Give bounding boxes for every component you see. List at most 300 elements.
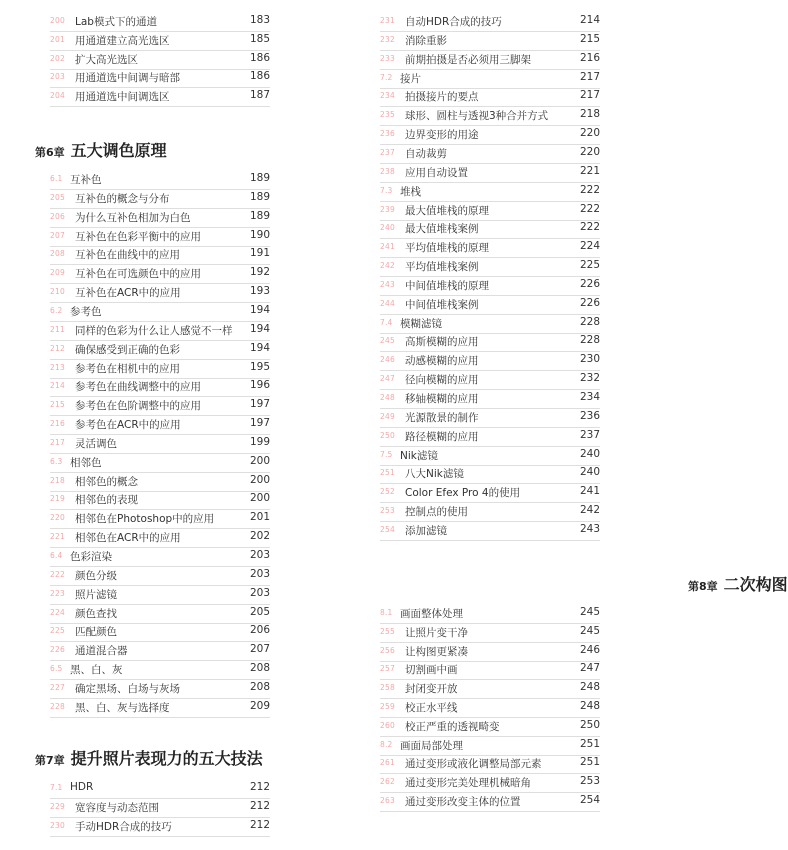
entry-divider [50,836,270,837]
entry-title: 拍摄接片的要点 [405,91,479,104]
entry-page-number: 205 [249,605,270,618]
entry-title: 通过变形完美处理机械暗角 [405,777,531,790]
entry-number: 263 [380,796,395,805]
toc-entry [50,209,270,228]
toc-entry [380,699,600,718]
entry-page-number: 186 [249,70,270,83]
section-heading-row [50,303,270,322]
entry-page-number: 251 [579,737,600,750]
entry-page-number: 212 [249,819,270,831]
entry-number: 238 [380,166,395,176]
toc-entry [380,277,600,296]
toc-entry [380,258,600,277]
entry-page-number: 247 [579,662,600,675]
entry-number: 217 [50,437,65,447]
entry-title: 通过变形改变主体的位置 [405,796,521,808]
entry-number: 254 [380,524,395,534]
entry-title: 黑、白、灰与选择度 [75,701,170,714]
entry-page-number: 197 [249,417,270,430]
toc-entry [380,522,600,541]
entry-number: 248 [380,393,395,402]
entry-page-number: 217 [579,70,600,83]
toc-entry [50,799,270,818]
toc-entry [380,718,600,737]
section-heading-row [50,661,270,680]
toc-entry [50,88,270,107]
entry-divider [50,717,270,718]
entry-title: 光源散景的制作 [405,411,479,424]
entry-title: 应用自动设置 [405,166,468,179]
entry-page-number: 230 [579,353,600,366]
toc-entry [50,416,270,435]
entry-number: 6.3 [50,456,63,466]
entry-number: 206 [50,211,65,221]
entry-number: 241 [380,242,395,252]
entry-title: 八大Nik滤镜 [405,468,464,481]
entry-page-number: 216 [579,51,600,64]
toc-entry [50,69,270,88]
entry-number: 261 [380,758,395,768]
entry-title: 最大值堆栈案例 [405,223,479,236]
entry-number: 262 [380,777,395,787]
entry-page-number: 221 [579,164,600,177]
entry-number: 6.4 [50,551,63,560]
entry-number: 242 [380,261,395,271]
entry-number: 222 [50,569,65,579]
entry-number: 215 [50,400,65,410]
toc-entry [50,246,270,265]
toc-entry [380,428,600,447]
entry-number: 203 [50,72,65,82]
entry-page-number: 202 [249,530,270,543]
section-heading-row [380,737,600,756]
entry-number: 6.2 [50,305,63,315]
entry-page-number: 224 [579,240,600,253]
entry-title: 让照片变干净 [405,626,468,639]
entry-page-number: 254 [579,794,600,806]
entry-page-number: 212 [249,781,270,793]
entry-number: 229 [50,802,65,811]
entry-title: 校正严重的透视畸变 [405,720,500,733]
entry-title: 互补色在曲线中的应用 [75,249,180,262]
section-heading-row [50,548,270,567]
entry-title: 确保感受到正确的色彩 [75,343,180,356]
toc-entry [380,643,600,662]
entry-page-number: 251 [579,756,600,769]
entry-title: 球形、圆柱与透视3种合并方式 [405,110,549,123]
entry-page-number: 197 [249,398,270,411]
entry-number: 219 [50,494,65,504]
entry-number: 218 [50,475,65,485]
toc-entry [50,322,270,341]
entry-page-number: 242 [579,504,600,517]
entry-page-number: 187 [249,89,270,102]
entry-page-number: 253 [579,775,600,788]
section-heading-row [380,315,600,334]
entry-title: 中间值堆栈的原理 [405,279,489,292]
entry-title: 颜色分级 [75,569,117,582]
toc-entry [50,265,270,284]
toc-entry [50,680,270,699]
entry-page-number: 222 [579,221,600,234]
entry-number: 251 [380,468,395,478]
entry-page-number: 248 [579,700,600,712]
entry-title: 堆栈 [400,185,421,198]
toc-entry [50,567,270,586]
entry-number: 256 [380,645,395,655]
entry-title: 移轴模糊的应用 [405,393,479,405]
entry-number: 212 [50,343,65,353]
section-heading-row [50,780,270,799]
entry-title: 消除重影 [405,34,447,47]
toc-entry [380,793,600,812]
entry-number: 220 [50,513,65,523]
entry-page-number: 212 [249,800,270,812]
entry-number: 257 [380,664,395,674]
entry-number: 6.1 [50,174,63,183]
toc-entry [50,360,270,379]
toc-entry [380,390,600,409]
entry-title: 前期拍摄是否必须用三脚架 [405,53,531,66]
entry-number: 227 [50,682,65,692]
entry-number: 245 [380,336,395,346]
toc-entry [50,642,270,661]
entry-number: 240 [380,223,395,233]
entry-number: 201 [50,34,65,44]
entry-number: 209 [50,268,65,278]
toc-entry [380,51,600,70]
entry-page-number: 248 [579,681,600,694]
entry-title: 添加滤镜 [405,524,447,537]
section-heading-row [50,454,270,473]
entry-title: 扩大高光选区 [75,53,138,66]
toc-entry [380,88,600,107]
entry-page-number: 220 [579,145,600,158]
chapter-7-heading [35,746,263,769]
entry-page-number: 214 [579,14,600,26]
toc-entry [50,284,270,303]
entry-title: 为什么互补色相加为白色 [75,211,191,224]
entry-title: 边界变形的用途 [405,129,479,142]
entry-page-number: 222 [579,202,600,215]
chapter-label: 第6章 [35,146,65,159]
entry-title: 平均值堆栈案例 [405,261,479,274]
entry-divider [50,106,270,107]
entry-title: Lab模式下的通道 [75,16,157,28]
entry-title: 最大值堆栈的原理 [405,204,489,217]
entry-number: 204 [50,91,65,101]
entry-page-number: 217 [579,89,600,102]
entry-title: 相邻色在ACR中的应用 [75,532,181,545]
toc-entry [380,774,600,793]
toc-entry [50,228,270,247]
entry-title: 参考色在相机中的应用 [75,362,180,375]
chapter-title: 提升照片表现力的五大技法 [70,749,263,768]
entry-number: 259 [380,702,395,711]
entry-title: 路径模糊的应用 [405,430,479,443]
entry-number: 202 [50,53,65,63]
entry-page-number: 189 [249,172,270,184]
entry-number: 210 [50,287,65,297]
entry-page-number: 232 [579,372,600,385]
entry-page-number: 245 [579,624,600,637]
toc-entry [50,378,270,397]
toc-entry [380,661,600,680]
entry-number: 244 [380,298,395,308]
entry-number: 8.2 [380,739,393,749]
entry-page-number: 209 [249,699,270,712]
entry-title: 用通道建立高光选区 [75,34,170,47]
entry-page-number: 236 [579,409,600,422]
toc-entry [380,239,600,258]
entry-number: 232 [380,34,395,44]
toc-entry [50,510,270,529]
entry-title: 动感模糊的应用 [405,355,479,368]
entry-page-number: 203 [249,549,270,561]
entry-title: 颜色查找 [75,607,117,620]
toc-entry [50,586,270,605]
entry-title: HDR [70,781,94,793]
entry-page-number: 241 [579,485,600,498]
entry-number: 200 [50,16,65,25]
toc-entry [50,341,270,360]
entry-title: 高斯模糊的应用 [405,336,479,349]
toc-entry [380,680,600,699]
toc-entry [380,624,600,643]
entry-number: 253 [380,506,395,516]
toc-entry [380,145,600,164]
chapter-label: 第8章 [688,580,718,593]
entry-page-number: 189 [249,209,270,222]
entry-title: 互补色的概念与分布 [75,192,170,205]
entry-number: 233 [380,53,395,63]
entry-page-number: 208 [249,662,270,675]
entry-title: 参考色在ACR中的应用 [75,419,181,432]
entry-page-number: 228 [579,315,600,328]
entry-page-number: 189 [249,190,270,203]
entry-page-number: 215 [579,32,600,45]
entry-number: 7.5 [380,449,393,459]
toc-entry [380,484,600,503]
entry-page-number: 206 [249,624,270,637]
chapter-title: 二次构图 [723,575,788,594]
entry-title: 控制点的使用 [405,506,468,519]
entry-title: 用通道选中间调与暗部 [75,72,180,85]
entry-number: 235 [380,110,395,120]
toc-entry [380,503,600,522]
entry-title: 画面整体处理 [400,608,463,620]
chapter-6-heading [35,138,167,161]
entry-title: 让构图更紧凑 [405,645,468,658]
entry-number: 249 [380,411,395,421]
toc-entry [380,465,600,484]
toc-entry [380,296,600,315]
entry-number: 7.4 [380,317,393,327]
entry-number: 224 [50,607,65,617]
entry-title: 确定黑场、白场与灰场 [75,682,180,695]
toc-entry [50,190,270,209]
entry-number: 226 [50,645,65,655]
entry-number: 260 [380,720,395,730]
entry-page-number: 199 [249,435,270,448]
toc-entry [380,32,600,51]
entry-number: 221 [50,532,65,542]
entry-title: 封闭变开放 [405,683,458,696]
chapter-label: 第7章 [35,754,65,767]
entry-number: 223 [50,588,65,598]
entry-page-number: 246 [579,643,600,656]
entry-number: 216 [50,419,65,429]
entry-number: 228 [50,701,65,711]
entry-number: 243 [380,279,395,289]
entry-number: 250 [380,430,395,440]
entry-number: 6.5 [50,664,63,674]
entry-number: 207 [50,230,65,240]
entry-number: 213 [50,362,65,372]
toc-entry [50,32,270,51]
entry-title: 同样的色彩为什么让人感觉不一样 [75,324,233,337]
entry-title: 接片 [400,72,421,85]
entry-page-number: 250 [579,718,600,731]
entry-title: 相邻色在Photoshop中的应用 [75,513,215,526]
toc-entry [380,202,600,221]
entry-page-number: 243 [579,522,600,535]
entry-page-number: 195 [249,360,270,373]
entry-title: 中间值堆栈案例 [405,298,479,311]
entry-title: Nik滤镜 [400,449,438,462]
entry-title: 宽容度与动态范围 [75,802,159,814]
entry-title: 通过变形或液化调整局部元素 [405,758,542,771]
chapter-8-heading [688,572,788,595]
entry-page-number: 192 [249,266,270,279]
entry-number: 255 [380,626,395,636]
entry-page-number: 185 [249,32,270,45]
entry-title: 黑、白、灰 [70,664,123,677]
entry-title: 自动裁剪 [405,147,447,160]
entry-title: 相邻色 [70,456,102,469]
section-heading-row [380,183,600,202]
entry-page-number: 222 [579,183,600,196]
toc-entry [380,755,600,774]
entry-title: 照片滤镜 [75,588,117,601]
entry-page-number: 193 [249,285,270,298]
entry-page-number: 194 [249,322,270,335]
entry-number: 7.2 [380,72,393,82]
entry-page-number: 240 [579,466,600,479]
toc-entry [50,13,270,32]
toc-entry [380,13,600,32]
entry-title: 通道混合器 [75,645,128,658]
entry-number: 252 [380,487,395,497]
entry-page-number: 245 [579,606,600,618]
entry-page-number: 203 [249,586,270,599]
entry-page-number: 220 [579,127,600,140]
entry-title: 互补色在色彩平衡中的应用 [75,230,201,243]
entry-page-number: 226 [579,277,600,290]
toc-entry [50,699,270,718]
entry-title: 灵活调色 [75,437,117,450]
entry-title: 平均值堆栈的原理 [405,242,489,255]
entry-title: 匹配颜色 [75,626,117,639]
toc-entry [50,397,270,416]
section-heading-row [380,70,600,89]
entry-title: 互补色在可选颜色中的应用 [75,268,201,281]
entry-number: 208 [50,249,65,259]
entry-page-number: 240 [579,447,600,460]
entry-page-number: 234 [579,391,600,403]
toc-entry [380,409,600,428]
entry-page-number: 208 [249,680,270,693]
entry-number: 7.3 [380,185,393,195]
toc-entry [380,126,600,145]
entry-page-number: 226 [579,296,600,309]
entry-page-number: 196 [249,379,270,392]
entry-number: 234 [380,91,395,101]
entry-number: 247 [380,374,395,384]
entry-page-number: 203 [249,567,270,580]
entry-divider [380,811,600,812]
entry-number: 258 [380,683,395,693]
entry-title: 切割画中画 [405,664,458,677]
entry-title: 画面局部处理 [400,739,463,752]
toc-entry [50,623,270,642]
entry-title: 参考色在曲线调整中的应用 [75,381,201,394]
entry-title: 径向模糊的应用 [405,374,479,387]
entry-title: 校正水平线 [405,702,458,714]
toc-entry [50,51,270,70]
entry-page-number: 194 [249,303,270,316]
entry-page-number: 201 [249,511,270,524]
section-heading-row [380,447,600,466]
entry-number: 225 [50,626,65,636]
toc-entry [50,491,270,510]
toc-entry [380,164,600,183]
entry-number: 237 [380,147,395,157]
entry-page-number: 207 [249,643,270,656]
entry-page-number: 190 [249,228,270,241]
entry-title: 参考色 [70,305,102,318]
toc-entry [50,435,270,454]
entry-number: 8.1 [380,608,393,617]
chapter-title: 五大调色原理 [70,141,167,160]
entry-title: 参考色在色阶调整中的应用 [75,400,201,413]
entry-divider [380,540,600,541]
entry-title: 互补色 [70,174,102,186]
entry-title: 自动HDR合成的技巧 [405,16,502,28]
entry-title: 手动HDR合成的技巧 [75,821,172,833]
entry-title: 相邻色的概念 [75,475,138,488]
entry-number: 211 [50,324,65,334]
entry-title: 色彩渲染 [70,551,112,563]
entry-page-number: 194 [249,341,270,354]
toc-entry [380,371,600,390]
entry-number: 230 [50,821,65,830]
entry-number: 246 [380,355,395,365]
toc-entry [50,473,270,492]
entry-title: Color Efex Pro 4的使用 [405,487,521,500]
toc-entry [50,605,270,624]
toc-entry [380,220,600,239]
toc-entry [50,529,270,548]
entry-page-number: 186 [249,51,270,64]
entry-title: 模糊滤镜 [400,317,442,330]
entry-page-number: 200 [249,473,270,486]
entry-page-number: 191 [249,247,270,260]
entry-number: 239 [380,204,395,214]
entry-number: 231 [380,16,395,25]
entry-page-number: 200 [249,492,270,505]
section-heading-row [380,605,600,624]
